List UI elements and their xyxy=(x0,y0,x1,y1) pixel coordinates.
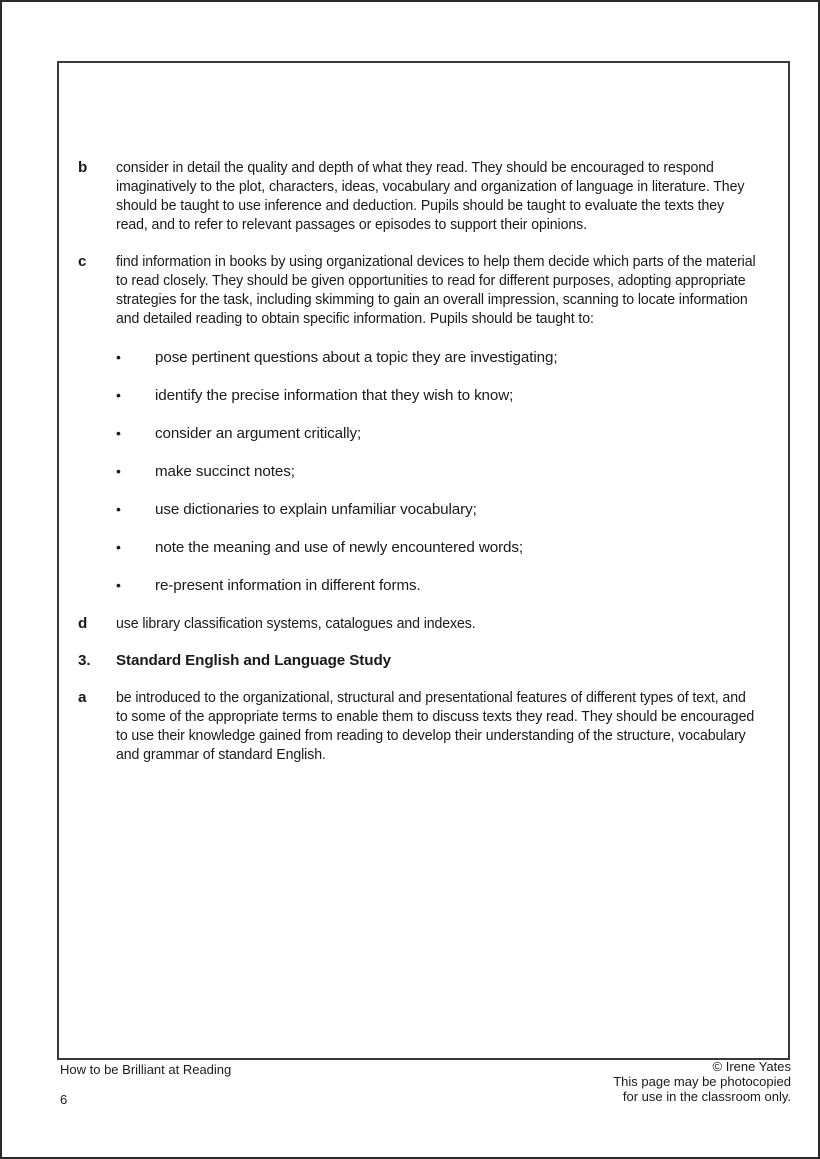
book-title: How to be Brilliant at Reading xyxy=(60,1062,232,1077)
item-text: consider in detail the quality and depth of what they read. They should be encouraged to respond imaginatively to the plot, characters, ideas, vocabulary and organization of language in literature. They should be taught to use inference and deduction. Pupils should be taught to evaluate the texts they read, and to refer to relevant passages or episodes to support their opinions. xyxy=(116,159,745,233)
bullet-icon: • xyxy=(116,349,121,365)
list-item-text: pose pertinent questions about a topic they are investigating; xyxy=(155,349,558,366)
bullet-icon: • xyxy=(116,501,121,517)
list-item-text: re-present information in different forms. xyxy=(155,577,421,594)
footer-left xyxy=(60,1062,231,1108)
footer-right xyxy=(613,1059,791,1104)
list-item xyxy=(116,424,778,462)
list-item xyxy=(116,576,778,596)
section-number: 3. xyxy=(78,652,91,669)
bullet-icon: • xyxy=(116,387,121,403)
bullet-icon: • xyxy=(116,539,121,555)
item-text: use library classification systems, catalogues and indexes. xyxy=(116,615,476,632)
photocopy-notice-line1: This page may be photocopied xyxy=(613,1074,791,1089)
bullet-icon: • xyxy=(116,463,121,479)
list-item xyxy=(116,348,778,386)
list-item xyxy=(116,386,778,424)
item-b xyxy=(78,158,778,234)
item-text: find information in books by using organizational devices to help them decide which parts of the material to read closely. They should be given opportunities to read for different purposes, adopting appropriate strategies for the task, including skimming to gain an overall impression, scanning to locate information and detailed reading to obtain specific information. Pupils should be taught to: xyxy=(116,253,756,327)
bullet-icon: • xyxy=(116,425,121,441)
list-item-text: note the meaning and use of newly encountered words; xyxy=(155,539,523,556)
item-a xyxy=(78,688,778,764)
item-label: d xyxy=(78,615,88,632)
list-item-text: consider an argument critically; xyxy=(155,425,362,442)
item-c xyxy=(78,252,778,596)
list-item-text: make succinct notes; xyxy=(155,463,295,480)
bullet-list xyxy=(116,348,778,596)
list-item-text: use dictionaries to explain unfamiliar vocabulary; xyxy=(155,501,477,518)
section-title: Standard English and Language Study xyxy=(116,652,391,669)
item-text: be introduced to the organizational, structural and presentational features of different types of text, and to some of the appropriate terms to enable them to discuss texts they read. They should be encouraged to use their knowledge gained from reading to develop their understanding of the structure, vocabulary and grammar of standard English. xyxy=(116,689,755,763)
list-item xyxy=(116,462,778,500)
item-label: a xyxy=(78,689,87,706)
document-body xyxy=(78,158,778,782)
bullet-icon: • xyxy=(116,577,121,593)
section-heading xyxy=(78,651,778,670)
item-label: b xyxy=(78,159,88,176)
list-item-text: identify the precise information that they wish to know; xyxy=(155,387,514,404)
photocopy-notice-line2: for use in the classroom only. xyxy=(622,1089,791,1104)
list-item xyxy=(116,500,778,538)
list-item xyxy=(116,538,778,576)
page-number: 6 xyxy=(60,1092,68,1107)
item-label: c xyxy=(78,253,87,270)
copyright-notice: © Irene Yates xyxy=(712,1059,791,1074)
item-d xyxy=(78,614,778,633)
